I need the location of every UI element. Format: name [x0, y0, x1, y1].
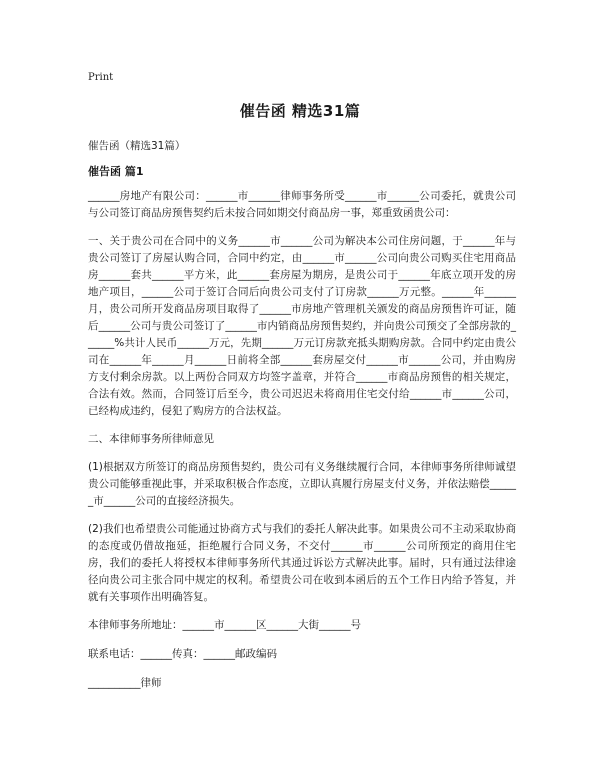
paragraph-salutation: ______房地产有限公司：______市______律师事务所受______市______公司委托，就贵公司与公司签订商品房预售契约后未按合同如期交付商品房一事，郑重致函贵公司： [88, 190, 516, 219]
document-subtitle: 催告函（精选31篇） [88, 140, 186, 152]
page-title: 催告函 精选31篇 [239, 102, 361, 120]
paragraph-obligations: 一、关于贵公司在合同中的义务______市______公司为解决本公司住房问题，于______年与贵公司签订了房屋认购合同，合同中约定，由______市______公司向贵公司购买住宅用商品房______套共______平方米，此______套房屋为期房，是贵公司于______年底立项开发的房地产项目，______公司于签订合同后向贵公司支付了订房款______万元整。______年______月，贵公司所开发商品房项目取得了______市房地产管理机关颁发的商品房预售许可证，随后______公司与贵公司签订了______市内销商品房预售契约，并向贵公司预交了全部房款的______%共计人民币______万元，先期______万元订房款充抵头期购房款。合同中约定由贵公司在______年______月______日前将全部______套房屋交付______市______公司，并由购房方支付剩余房款。以上两份合同双方均签字盖章，并符合______市商品房预售的相关规定，合法有效。然而，合同签订后至今，贵公司迟迟未将商用住宅交付给______市______公司，已经构成违约，侵犯了购房方的合法权益。 [88, 235, 516, 417]
paragraph-opinion-heading: 二、本律师事务所律师意见 [88, 433, 214, 445]
document-body [88, 138, 516, 704]
paragraph-opinion-1: (1)根据双方所签订的商品房预售契约，贵公司有义务继续履行合同，本律师事务所律师诚望贵公司能够重视此事，并采取积极合作态度，立即认真履行房屋支付义务，并依法赔偿______市______公司的直接经济损失。 [88, 461, 516, 507]
paragraph-opinion-2: (2)我们也希望贵公司能通过协商方式与我们的委托人解决此事。如果贵公司不主动采取协商的态度或仍借故拖延，拒绝履行合同义务，不交付______市______公司所预定的商用住宅房，我们的委托人将授权本律师事务所代其通过诉讼方式解决此事。届时，只有通过法律途径向贵公司主张合同中规定的权利。希望贵公司在收到本函后的五个工作日内给予答复，并就有关事项作出明确答复。 [88, 523, 516, 603]
contact-line: 联系电话：______传真：______邮政编码 [88, 648, 277, 660]
section-heading: 催告函 篇1 [88, 165, 144, 178]
address-line: 本律师事务所地址：______市______区______大街______号 [88, 619, 361, 631]
print-label: Print [88, 72, 114, 83]
signature-line: __________律师 [88, 677, 162, 689]
